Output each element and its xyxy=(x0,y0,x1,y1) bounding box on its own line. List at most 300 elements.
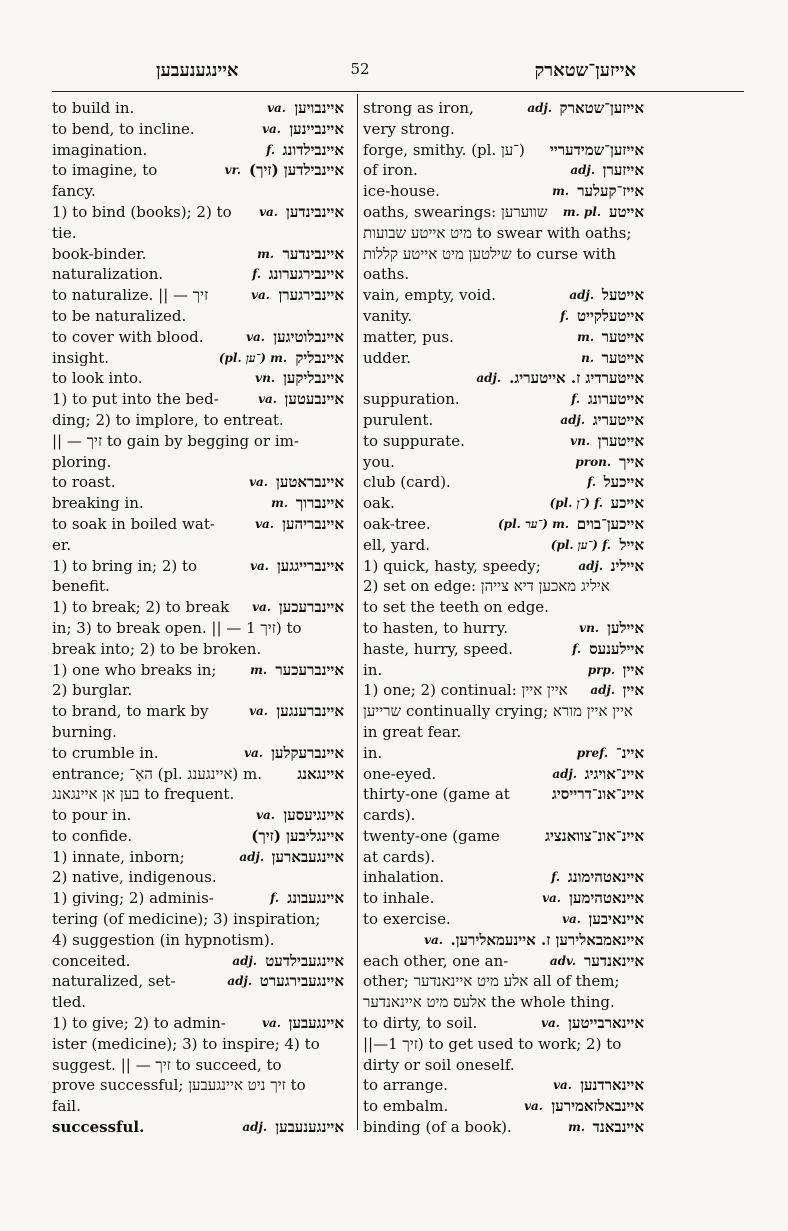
yiddish-headword: איינאטהימונג xyxy=(567,868,644,887)
dictionary-line xyxy=(363,1034,644,1055)
dictionary-line xyxy=(363,410,644,431)
dictionary-line xyxy=(52,888,344,909)
english-gloss: 2) native, indigenous. xyxy=(52,868,217,887)
english-gloss: ice-house. xyxy=(363,182,440,201)
word-class: va. xyxy=(252,600,271,615)
header-right-title: אייזען־שטארק xyxy=(534,60,636,81)
word-class: va. xyxy=(424,932,443,947)
yiddish-headword: איינאנדער xyxy=(584,951,644,970)
dictionary-line xyxy=(52,535,344,556)
dictionary-line xyxy=(363,327,644,348)
english-gloss: oak-tree. xyxy=(363,514,431,533)
yiddish-headword: איינברענגען xyxy=(276,702,344,721)
yiddish-headword: אייכעל xyxy=(603,473,644,492)
dictionary-line xyxy=(52,327,344,348)
word-class: adj. xyxy=(560,412,585,427)
english-gloss: entrance; האָ־ (pl. איינגענג) m. xyxy=(52,764,263,783)
dictionary-line xyxy=(363,514,644,535)
dictionary-line xyxy=(363,618,644,639)
yiddish-headword: איינאטהימען xyxy=(569,889,644,908)
english-gloss: ploring. xyxy=(52,452,112,471)
yiddish-headword: איינ־אויגיג xyxy=(584,764,644,783)
english-gloss: insight. xyxy=(52,348,110,367)
word-class: (pl. ־ען) f. xyxy=(550,537,611,552)
english-gloss: matter, pus. xyxy=(363,327,454,346)
dictionary-line xyxy=(363,306,644,327)
english-gloss: שרייען continually crying; איין איין מורא xyxy=(363,702,633,721)
yiddish-headword: אייטערדיג ז. אייטעריג. xyxy=(509,369,644,388)
header-left-title: איינגענעבען xyxy=(156,60,239,81)
yiddish-headword: איינבראטען xyxy=(276,473,344,492)
english-gloss: suppuration. xyxy=(363,390,460,409)
english-gloss: 1) to give; 2) to admin- xyxy=(52,1014,226,1033)
english-gloss: inhalation. xyxy=(363,868,445,887)
yiddish-headword: איינבירגערן xyxy=(278,286,344,305)
english-gloss: of iron. xyxy=(363,161,418,180)
english-gloss: to soak in boiled wat- xyxy=(52,514,215,533)
dictionary-line xyxy=(52,826,344,847)
dictionary-line xyxy=(52,1117,344,1138)
word-class: va. xyxy=(553,1078,572,1093)
word-class: adj. xyxy=(590,683,615,698)
english-gloss: to cover with blood. xyxy=(52,327,204,346)
yiddish-headword: איינבליק xyxy=(295,348,344,367)
english-gloss: burning. xyxy=(52,722,117,741)
english-gloss: at cards). xyxy=(363,847,436,866)
english-gloss: ||—זיך 1) to get used to work; 2) to xyxy=(363,1034,622,1053)
word-class: vn. xyxy=(579,620,599,635)
english-gloss: to roast. xyxy=(52,473,116,492)
english-gloss: break into; 2) to be broken. xyxy=(52,639,262,658)
yiddish-headword: איינגעבילדעט xyxy=(265,951,344,970)
yiddish-headword: אייטערונג xyxy=(587,390,644,409)
yiddish-headword: אייטעלקייט xyxy=(576,306,644,325)
yiddish-headword: איינגעבען xyxy=(288,1014,344,1033)
english-gloss: club (card). xyxy=(363,473,451,492)
english-gloss: ister (medicine); 3) to inspire; 4) to xyxy=(52,1034,320,1053)
yiddish-headword: איינברעקלען xyxy=(271,743,344,762)
english-gloss: tie. xyxy=(52,223,77,242)
word-class: va. xyxy=(249,475,268,490)
english-gloss: 1) to break; 2) to break xyxy=(52,598,230,617)
yiddish-headword: איינגענעבען xyxy=(275,1118,344,1137)
yiddish-headword: אייטער xyxy=(601,348,644,367)
english-gloss: in great fear. xyxy=(363,722,462,741)
english-gloss: 1) quick, hasty, speedy; xyxy=(363,556,541,575)
dictionary-line xyxy=(52,784,344,805)
dictionary-line xyxy=(363,1055,644,1076)
dictionary-line xyxy=(52,867,344,888)
yiddish-headword: אייטעל xyxy=(601,286,644,305)
english-gloss: || — זיך to gain by begging or im- xyxy=(52,431,299,450)
yiddish-headword: איינאיבען xyxy=(588,910,644,929)
yiddish-headword: איינאמבאלירען ז. איינעמאלירען. xyxy=(450,930,644,949)
english-gloss: 1) to put into the bed- xyxy=(52,390,219,409)
word-class: va. xyxy=(262,1016,281,1031)
dictionary-line xyxy=(363,867,644,888)
word-class: adj. xyxy=(570,163,595,178)
dictionary-line xyxy=(363,1013,644,1034)
yiddish-headword: אייכע xyxy=(610,494,644,513)
dictionary-line xyxy=(52,493,344,514)
english-gloss: successful. xyxy=(52,1118,145,1137)
yiddish-headword: איינבירגערונג xyxy=(268,265,344,284)
english-gloss: to suppurate. xyxy=(363,431,465,450)
english-gloss: to look into. xyxy=(52,369,143,388)
dictionary-line xyxy=(363,368,644,389)
dictionary-line xyxy=(52,971,344,992)
dictionary-line xyxy=(52,660,344,681)
dictionary-line xyxy=(52,764,344,785)
english-gloss: one-eyed. xyxy=(363,764,437,783)
yiddish-headword: איינבליקען xyxy=(283,369,344,388)
yiddish-headword: איינגיעסען xyxy=(283,806,344,825)
dictionary-line xyxy=(52,389,344,410)
dictionary-line xyxy=(52,368,344,389)
english-gloss: ell, yard. xyxy=(363,535,430,554)
dictionary-line xyxy=(363,722,644,743)
word-class: adj. xyxy=(527,101,552,115)
dictionary-line xyxy=(52,410,344,431)
dictionary-line xyxy=(363,764,644,785)
yiddish-headword: אייטערן xyxy=(597,431,644,450)
word-class: adj. xyxy=(476,371,501,386)
dictionary-line xyxy=(52,1096,344,1117)
dictionary-line xyxy=(52,472,344,493)
english-gloss: in. xyxy=(363,660,383,679)
word-class: (pl. ־ען) m. xyxy=(218,350,287,365)
yiddish-headword: איינבעטען xyxy=(284,390,344,409)
english-gloss: 1) to bind (books); 2) to xyxy=(52,202,232,221)
yiddish-headword: אייטעריג xyxy=(592,410,644,429)
english-gloss: tering (of medicine); 3) inspiration; xyxy=(52,910,321,929)
dictionary-line xyxy=(363,431,644,452)
word-class: (pl. ־ן) f. xyxy=(549,496,603,511)
dictionary-line xyxy=(52,202,344,223)
dictionary-line xyxy=(363,244,644,265)
dictionary-line xyxy=(363,971,644,992)
english-gloss: purulent. xyxy=(363,410,434,429)
word-class: m. xyxy=(568,1120,585,1135)
english-gloss: fail. xyxy=(52,1097,81,1116)
english-gloss: in; 3) to break open. || — זיך 1) to xyxy=(52,618,302,637)
yiddish-headword: איינבילדונג xyxy=(282,140,344,159)
word-class: va. xyxy=(258,392,277,407)
dictionary-line xyxy=(52,556,344,577)
yiddish-headword: איינגליבען (זיך) xyxy=(251,826,344,845)
yiddish-headword: איינבילדען (זיך) xyxy=(249,161,344,180)
dictionary-line xyxy=(363,660,644,681)
dictionary-line xyxy=(363,597,644,618)
word-class: va. xyxy=(267,101,286,115)
english-gloss: conceited. xyxy=(52,951,131,970)
english-gloss: to naturalize. || — זיך xyxy=(52,286,209,305)
dictionary-line xyxy=(363,888,644,909)
dictionary-line xyxy=(52,244,344,265)
word-class: adj. xyxy=(227,974,252,989)
dictionary-line xyxy=(363,1075,644,1096)
english-gloss: oak. xyxy=(363,494,395,513)
word-class: m. xyxy=(552,184,569,199)
english-gloss: suggest. || — זיך to succeed, to xyxy=(52,1055,282,1074)
yiddish-headword: איינבינדען xyxy=(286,202,344,221)
page-number: 52 xyxy=(350,60,370,78)
word-class: adj. xyxy=(552,766,577,781)
dictionary-line xyxy=(52,264,344,285)
dictionary-line xyxy=(363,930,644,951)
english-gloss: forge, smithy. (pl. ־ען) xyxy=(363,140,525,159)
english-gloss: to bend, to incline. xyxy=(52,119,195,138)
yiddish-headword: איינגעבונג xyxy=(287,889,344,908)
dictionary-line xyxy=(363,784,644,805)
dictionary-line xyxy=(52,701,344,722)
yiddish-headword: איינגעבירגערט xyxy=(259,972,344,991)
dictionary-line xyxy=(52,348,344,369)
english-gloss: בען אן איינגאנג to frequent. xyxy=(52,785,235,804)
english-gloss: fancy. xyxy=(52,182,96,201)
dictionary-line xyxy=(52,1055,344,1076)
english-gloss: you. xyxy=(363,452,395,471)
english-gloss: vain, empty, void. xyxy=(363,286,496,305)
yiddish-headword: איינבאלזאמירען xyxy=(551,1097,644,1116)
dictionary-line xyxy=(52,847,344,868)
yiddish-headword: איינארבייטען xyxy=(568,1014,644,1033)
dictionary-line xyxy=(363,576,644,597)
dictionary-line xyxy=(52,452,344,473)
yiddish-headword: אייל xyxy=(619,535,644,554)
dictionary-line xyxy=(52,119,344,140)
english-gloss: to dirty, to soil. xyxy=(363,1014,478,1033)
yiddish-headword: איילענעס xyxy=(589,639,644,658)
english-gloss: benefit. xyxy=(52,577,110,596)
yiddish-headword: איינביינען xyxy=(289,119,344,138)
dictionary-line xyxy=(363,680,644,701)
english-gloss: very strong. xyxy=(363,119,455,138)
dictionary-line xyxy=(52,514,344,535)
dictionary-line xyxy=(363,202,644,223)
dictionary-line xyxy=(52,1075,344,1096)
english-gloss: to embalm. xyxy=(363,1097,449,1116)
dictionary-line xyxy=(363,119,644,140)
word-class: f. xyxy=(587,475,596,490)
word-class: m. pl. xyxy=(562,204,601,219)
yiddish-headword: איין xyxy=(622,660,644,679)
word-class: f. xyxy=(270,891,279,906)
word-class: f. xyxy=(560,308,569,323)
english-gloss: 4) suggestion (in hypnotism). xyxy=(52,930,275,949)
english-gloss: to be naturalized. xyxy=(52,306,187,325)
word-class: pref. xyxy=(576,745,608,760)
yiddish-headword: איינארדנען xyxy=(580,1076,644,1095)
word-class: va. xyxy=(246,329,265,344)
dictionary-line xyxy=(52,160,344,181)
english-gloss: to crumble in. xyxy=(52,743,159,762)
yiddish-headword: איילינ xyxy=(610,556,644,575)
dictionary-line xyxy=(52,951,344,972)
yiddish-headword: איינברוך xyxy=(295,494,344,513)
english-gloss: twenty-one (game xyxy=(363,826,500,845)
dictionary-line xyxy=(363,389,644,410)
english-gloss: שילטען מיט אייטע קללות to curse with xyxy=(363,244,617,263)
word-class: adj. xyxy=(232,953,257,968)
dictionary-line xyxy=(363,743,644,764)
dictionary-line xyxy=(363,992,644,1013)
word-class: adj. xyxy=(239,849,264,864)
english-gloss: 2) set on edge: איליג מאכען דיא צייהן xyxy=(363,577,610,596)
english-gloss: to exercise. xyxy=(363,910,451,929)
word-class: m. xyxy=(257,246,274,261)
english-gloss: haste, hurry, speed. xyxy=(363,639,513,658)
english-gloss: naturalization. xyxy=(52,265,164,284)
word-class: (pl. ־ער) m. xyxy=(498,516,569,531)
dictionary-line xyxy=(363,1117,644,1138)
yiddish-headword: אייטע xyxy=(608,202,644,221)
english-gloss: 1) one who breaks in; xyxy=(52,660,217,679)
word-class: va. xyxy=(524,1099,543,1114)
dictionary-line xyxy=(52,597,344,618)
yiddish-headword: אייז־קעלער xyxy=(577,182,644,201)
word-class: vr. xyxy=(224,163,241,178)
dictionary-line xyxy=(52,140,344,161)
english-gloss: other; אלע מיט איינאנדער all of them; xyxy=(363,972,620,991)
dictionary-line xyxy=(52,992,344,1013)
yiddish-headword: אייזען־שמידעריי xyxy=(549,140,644,159)
dictionary-line xyxy=(363,493,644,514)
dictionary-line xyxy=(52,285,344,306)
word-class: f. xyxy=(571,392,580,407)
dictionary-line xyxy=(52,805,344,826)
english-gloss: to build in. xyxy=(52,99,135,117)
yiddish-headword: איינבויען xyxy=(294,99,344,117)
right-column xyxy=(363,98,644,1138)
dictionary-line xyxy=(52,576,344,597)
english-gloss: אלעס מיט איינאנדער the whole thing. xyxy=(363,993,615,1012)
yiddish-headword: איינברעכער xyxy=(275,660,344,679)
word-class: f. xyxy=(266,142,275,157)
dictionary-line xyxy=(363,701,644,722)
word-class: va. xyxy=(244,745,263,760)
dictionary-line xyxy=(52,431,344,452)
word-class: adj. xyxy=(242,1120,267,1135)
yiddish-headword: אייזערן xyxy=(602,161,644,180)
yiddish-headword: איינבינדער xyxy=(282,244,344,263)
dictionary-line xyxy=(52,223,344,244)
word-class: adj. xyxy=(578,558,603,573)
english-gloss: 1) one; 2) continual: איין איין xyxy=(363,681,568,700)
english-gloss: tled. xyxy=(52,993,87,1012)
word-class: va. xyxy=(562,912,581,927)
dictionary-line xyxy=(52,930,344,951)
english-gloss: 1) to bring in; 2) to xyxy=(52,556,198,575)
yiddish-headword: איינגעבארען xyxy=(271,847,344,866)
english-gloss: vanity. xyxy=(363,306,413,325)
dictionary-line xyxy=(52,639,344,660)
dictionary-line xyxy=(363,160,644,181)
dictionary-line xyxy=(363,847,644,868)
english-gloss: in. xyxy=(363,743,383,762)
dictionary-line xyxy=(363,909,644,930)
word-class: va. xyxy=(541,1016,560,1031)
dictionary-line xyxy=(363,805,644,826)
yiddish-headword: איינ־אונ־דרייסיג xyxy=(551,785,644,804)
english-gloss: to inhale. xyxy=(363,889,435,908)
dictionary-line xyxy=(52,1034,344,1055)
word-class: n. xyxy=(581,350,594,365)
word-class: prp. xyxy=(587,662,615,677)
english-gloss: udder. xyxy=(363,348,412,367)
dictionary-line xyxy=(363,348,644,369)
word-class: m. xyxy=(250,662,267,677)
english-gloss: dirty or soil oneself. xyxy=(363,1055,515,1074)
dictionary-line xyxy=(52,181,344,202)
yiddish-headword: אייזען־שטארק xyxy=(559,99,644,117)
yiddish-headword: איינבלוטיגען xyxy=(273,327,344,346)
english-gloss: each other, one an- xyxy=(363,951,509,970)
word-class: va. xyxy=(256,808,275,823)
english-gloss: strong as iron, xyxy=(363,99,474,117)
dictionary-line xyxy=(52,722,344,743)
word-class: f. xyxy=(572,641,581,656)
yiddish-headword: איינגאנג xyxy=(297,764,344,783)
dictionary-line xyxy=(52,743,344,764)
english-gloss: to pour in. xyxy=(52,806,132,825)
dictionary-line xyxy=(363,140,644,161)
dictionary-line xyxy=(363,1096,644,1117)
dictionary-line xyxy=(363,264,644,285)
english-gloss: imagination. xyxy=(52,140,148,159)
english-gloss: 2) burglar. xyxy=(52,681,133,700)
dictionary-line xyxy=(52,306,344,327)
word-class: va. xyxy=(259,204,278,219)
word-class: f. xyxy=(551,870,560,885)
word-class: adj. xyxy=(569,288,594,303)
yiddish-headword: אייכען־בוים xyxy=(576,514,644,533)
word-class: f. xyxy=(252,267,261,282)
dictionary-line xyxy=(363,452,644,473)
word-class: m. xyxy=(271,496,288,511)
english-gloss: oaths, swearings: שווערען xyxy=(363,202,548,221)
english-gloss: book-binder. xyxy=(52,244,147,263)
dictionary-line xyxy=(52,98,344,119)
dictionary-line xyxy=(363,535,644,556)
english-gloss: thirty-one (game at xyxy=(363,785,510,804)
english-gloss: 1) innate, inborn; xyxy=(52,847,185,866)
english-gloss: to imagine, to xyxy=(52,161,158,180)
english-gloss: ding; 2) to implore, to entreat. xyxy=(52,410,284,429)
dictionary-line xyxy=(52,618,344,639)
word-class: pron. xyxy=(575,454,611,469)
yiddish-headword: אייך xyxy=(619,452,644,471)
dictionary-line xyxy=(363,556,644,577)
english-gloss: er. xyxy=(52,535,72,554)
word-class: va. xyxy=(542,891,561,906)
english-gloss: naturalized, set- xyxy=(52,972,176,991)
english-gloss: cards). xyxy=(363,806,416,825)
dictionary-line xyxy=(363,472,644,493)
dictionary-line xyxy=(363,639,644,660)
dictionary-line xyxy=(363,181,644,202)
yiddish-headword: איינברייגגען xyxy=(276,556,344,575)
dictionary-line xyxy=(52,909,344,930)
english-gloss: to confide. xyxy=(52,826,133,845)
english-gloss: 1) giving; 2) adminis- xyxy=(52,889,214,908)
header-rule xyxy=(52,91,744,92)
english-gloss: prove successful; זיך ניט איינגעבען to xyxy=(52,1076,306,1095)
word-class: va. xyxy=(250,558,269,573)
dictionary-line xyxy=(363,223,644,244)
word-class: va. xyxy=(262,121,281,136)
yiddish-headword: איינ־ xyxy=(615,743,644,762)
